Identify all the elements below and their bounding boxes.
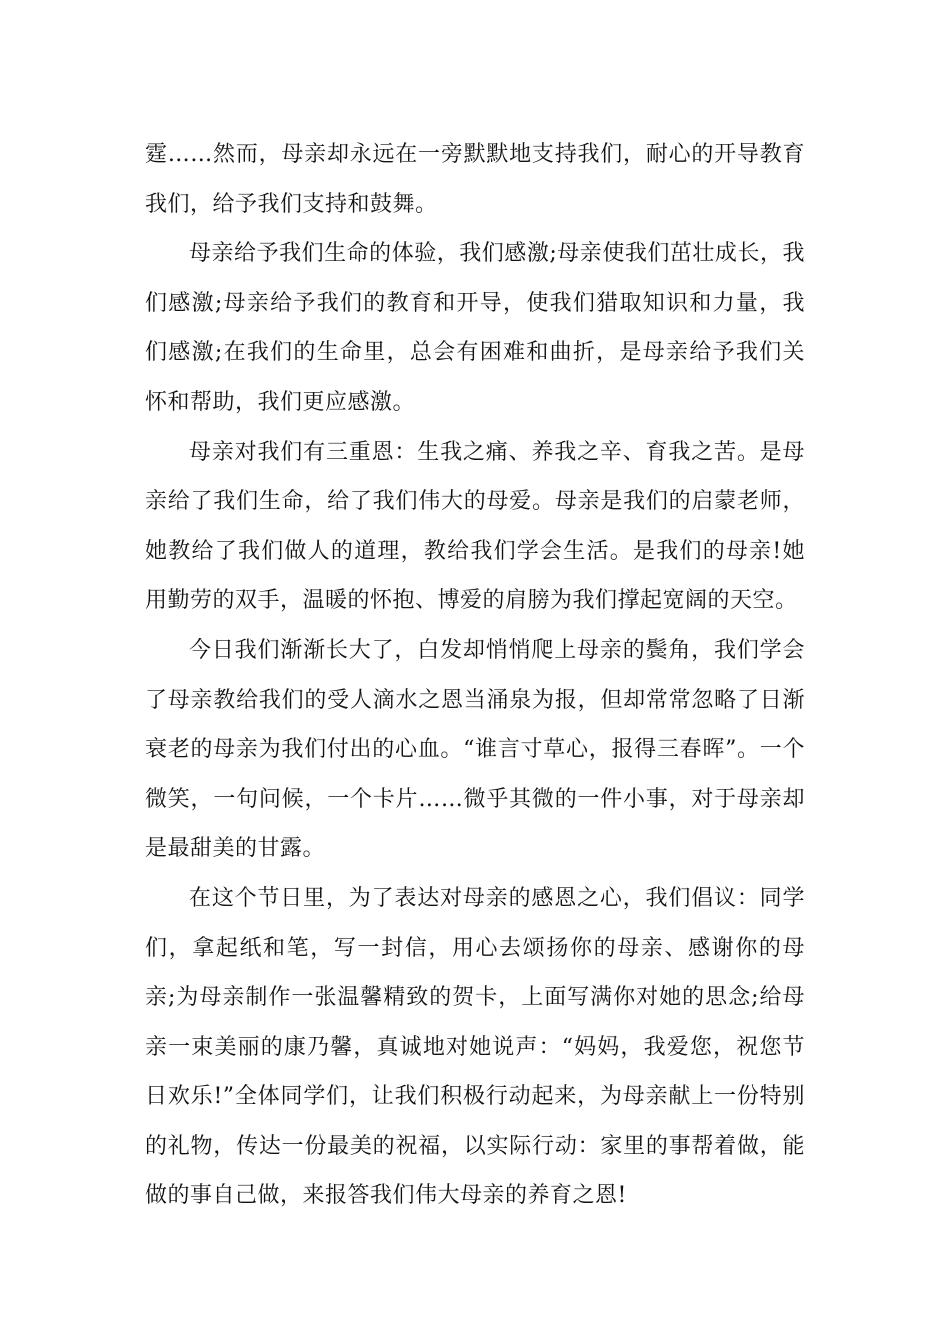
document-body: [145, 130, 805, 1221]
paragraph-4: 今日我们渐渐长大了，白发却悄悄爬上母亲的鬓角，我们学会了母亲教给我们的受人滴水之恩当涌泉为报，但却常常忽略了日渐衰老的母亲为我们付出的心血。“谁言寸草心，报得三春晖”。一个微笑，一句问候，一个卡片……微乎其微的一件小事，对于母亲却是最甜美的甘露。: [145, 637, 805, 862]
paragraph-5: 在这个节日里，为了表达对母亲的感恩之心，我们倡议：同学们，拿起纸和笔，写一封信，用心去颂扬你的母亲、感谢你的母亲;为母亲制作一张温馨精致的贺卡，上面写满你对她的思念;给母亲一束美丽的康乃馨，真诚地对她说声：“妈妈，我爱您，祝您节日欢乐!”全体同学们，让我们积极行动起来，为母亲献上一份特别的礼物，传达一份最美的祝福，以实际行动：家里的事帮着做，能做的事自己做，来报答我们伟大母亲的养育之恩!: [145, 885, 805, 1209]
paragraph-3: 母亲对我们有三重恩：生我之痛、养我之辛、育我之苦。是母亲给了我们生命，给了我们伟大的母爱。母亲是我们的启蒙老师，她教给了我们做人的道理，教给我们学会生活。是我们的母亲!她用勤劳的双手，温暖的怀抱、博爱的肩膀为我们撑起宽阔的天空。: [145, 439, 805, 614]
paragraph-2: 母亲给予我们生命的体验，我们感激;母亲使我们茁壮成长，我们感激;母亲给予我们的教育和开导，使我们猎取知识和力量，我们感激;在我们的生命里，总会有困难和曲折，是母亲给予我们关怀和帮助，我们更应感激。: [145, 241, 805, 415]
paragraph-1: 霆……然而，母亲却永远在一旁默默地支持我们，耐心的开导教育我们，给予我们支持和鼓舞。: [145, 142, 805, 217]
